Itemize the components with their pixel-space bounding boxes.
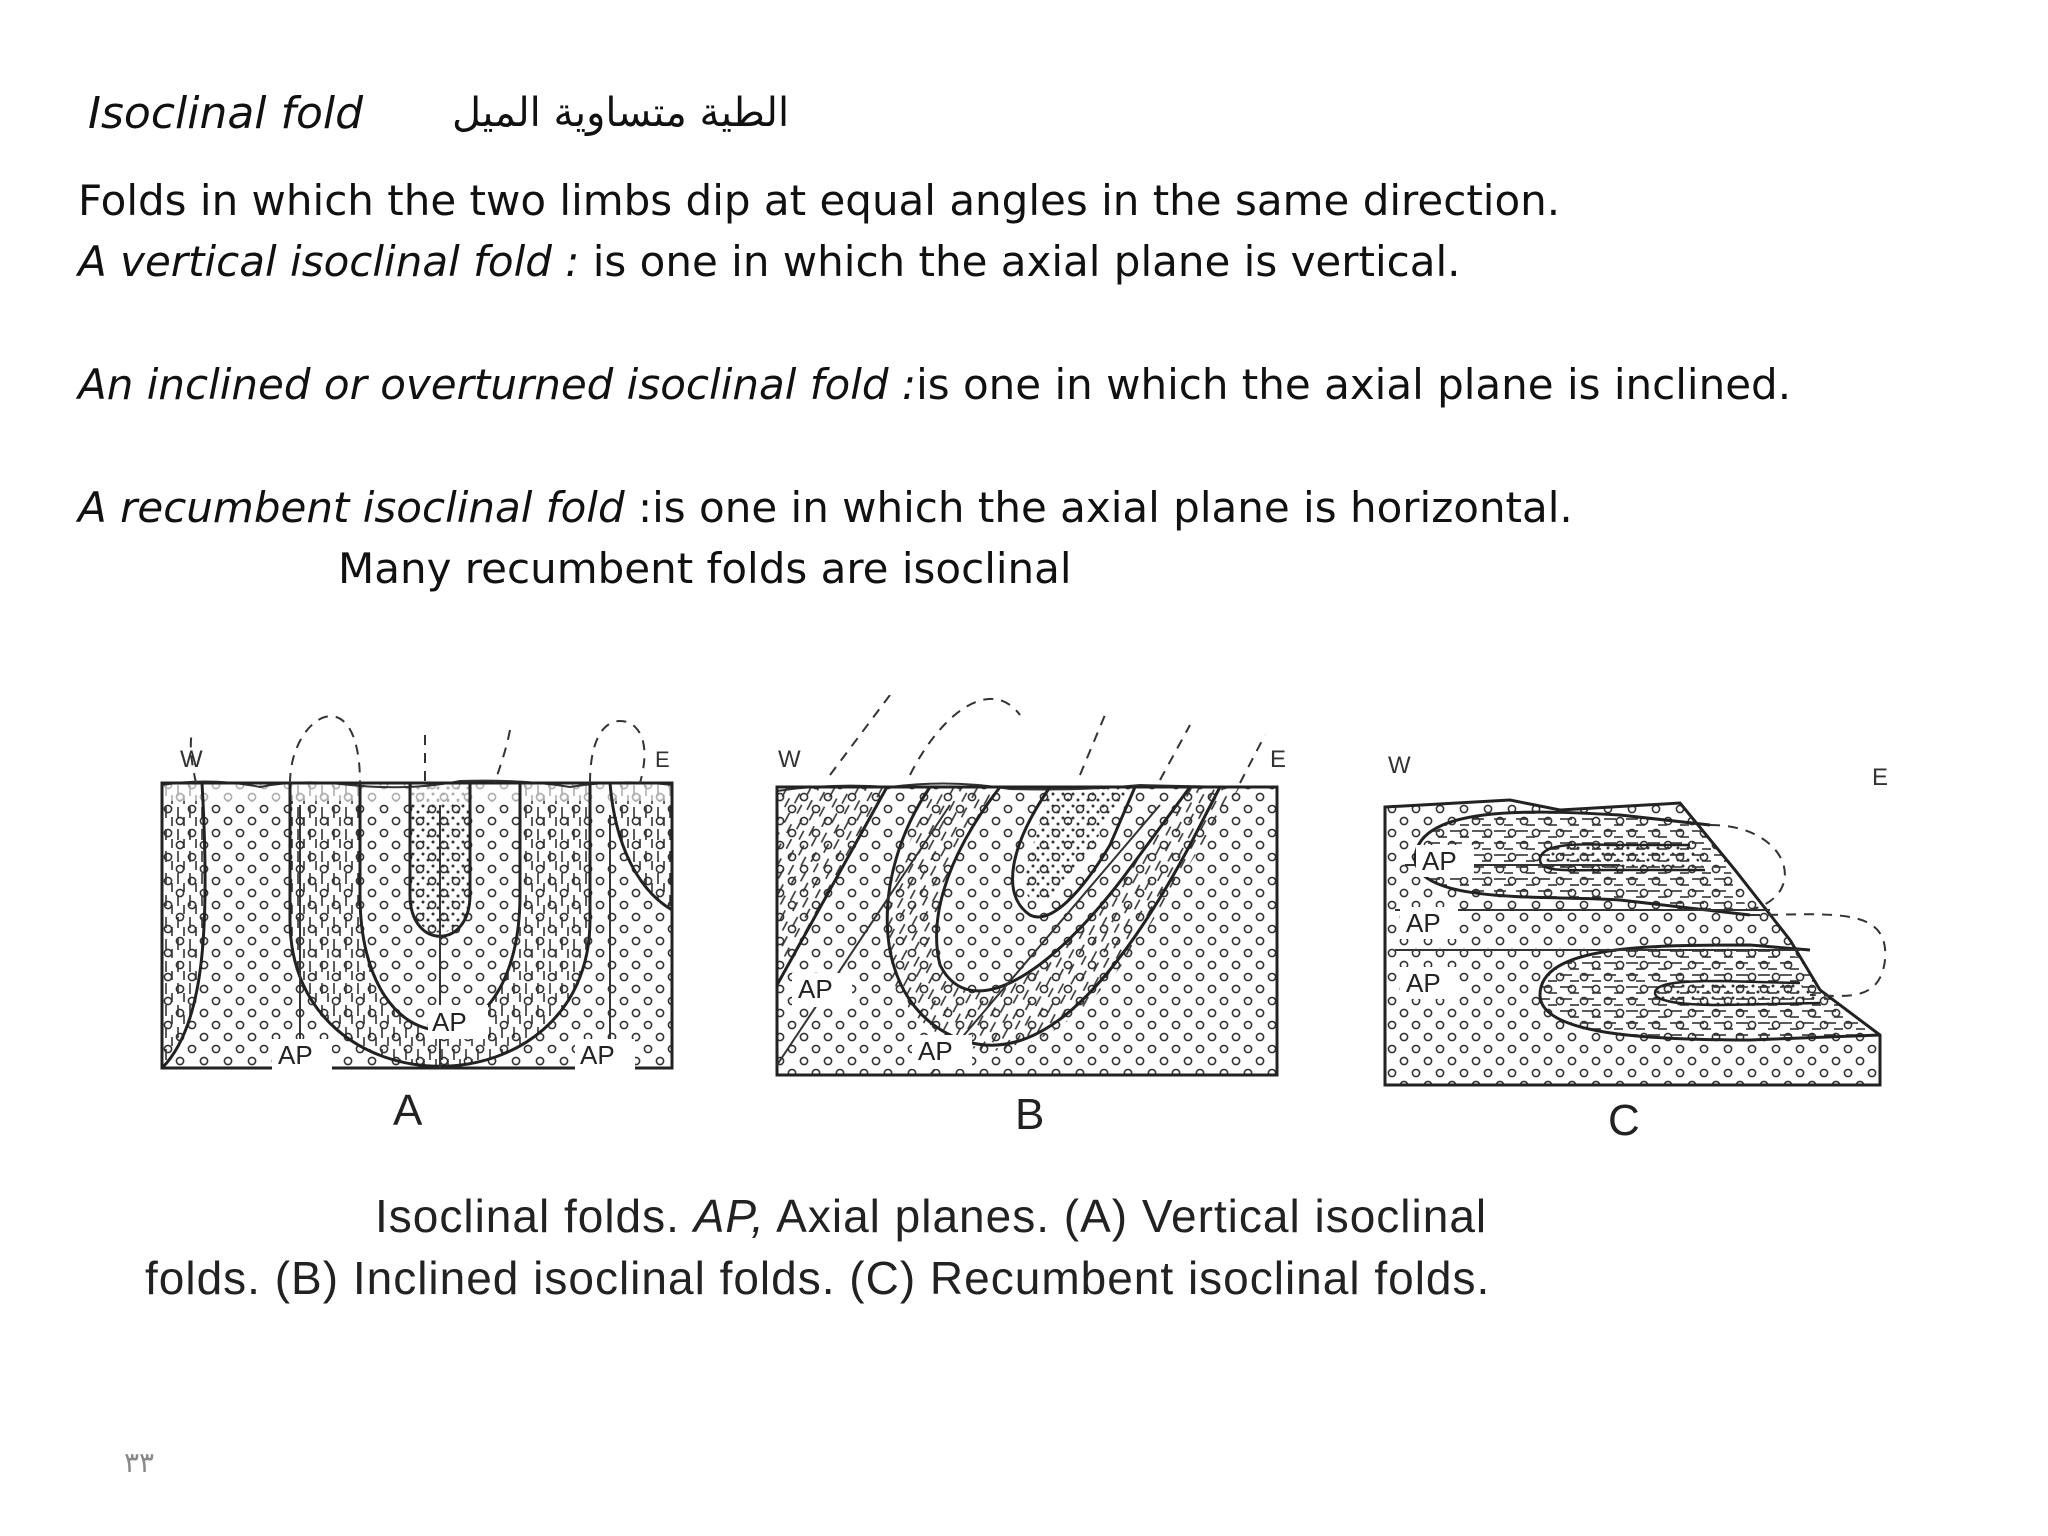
vertical-fold-text: is one in which the axial plane is vertical. [579,237,1461,286]
caption-line-1 [145,1185,1605,1247]
panel-c-ap-top: AP [1422,846,1457,876]
page-number: ٣٣ [124,1446,155,1479]
inclined-fold-term: An inclined or overturned isoclinal fold : [78,360,917,409]
panel-b-west-label: W [778,746,801,773]
recumbent-note: Many recumbent folds are isoclinal [338,544,1072,593]
panel-c-letter: C [1608,1096,1640,1145]
panel-b-east-label: E [1270,746,1287,773]
vertical-fold-paragraph [78,231,1978,292]
inclined-fold-paragraph [78,354,1978,415]
isoclinal-folds-figure [150,695,1910,1165]
caption-ap: AP, [693,1190,765,1242]
panel-c-east-label: E [1872,764,1889,791]
recumbent-fold-text: :is one in which the axial plane is horizontal. [624,483,1573,532]
panel-a-ap-center: AP [432,1007,467,1037]
slide-title: Isoclinal fold [88,88,364,139]
caption-line-2: folds. (B) Inclined isoclinal folds. (C) Recumbent isoclinal folds. [145,1252,1491,1304]
caption-line-1-start: Isoclinal folds. [375,1190,694,1242]
panel-c-west-label: W [1388,752,1411,779]
panel-b-ap-bottom: AP [918,1036,953,1066]
panel-b-inclined-fold [777,695,1286,1139]
recumbent-fold-paragraph [78,477,1978,538]
panel-a-east-label: E [655,747,670,772]
body-text [78,170,1978,599]
panel-a-vertical-fold [162,716,672,1135]
inclined-fold-text: is one in which the axial plane is inclined. [916,360,1792,409]
definition-paragraph: Folds in which the two limbs dip at equal angles in the same direction. [78,176,1561,225]
panel-a-west-label: W [180,746,203,773]
figure-caption [145,1185,1605,1309]
caption-line-1-end: Axial planes. (A) Vertical isoclinal [764,1190,1488,1242]
panel-a-ap-right: AP [580,1040,615,1070]
panel-c-ap-bottom: AP [1406,968,1441,998]
panel-a-letter: A [393,1086,423,1135]
slide-title-arabic: الطية متساوية الميل [452,90,790,136]
panel-c-ap-middle: AP [1406,908,1441,938]
panel-a-ap-left: AP [278,1040,313,1070]
recumbent-fold-term: A recumbent isoclinal fold [78,483,625,532]
vertical-fold-term: A vertical isoclinal fold : [78,237,580,286]
panel-c-recumbent-fold [1385,752,1888,1145]
panel-b-ap-left: AP [798,974,833,1004]
panel-b-letter: B [1015,1090,1045,1139]
